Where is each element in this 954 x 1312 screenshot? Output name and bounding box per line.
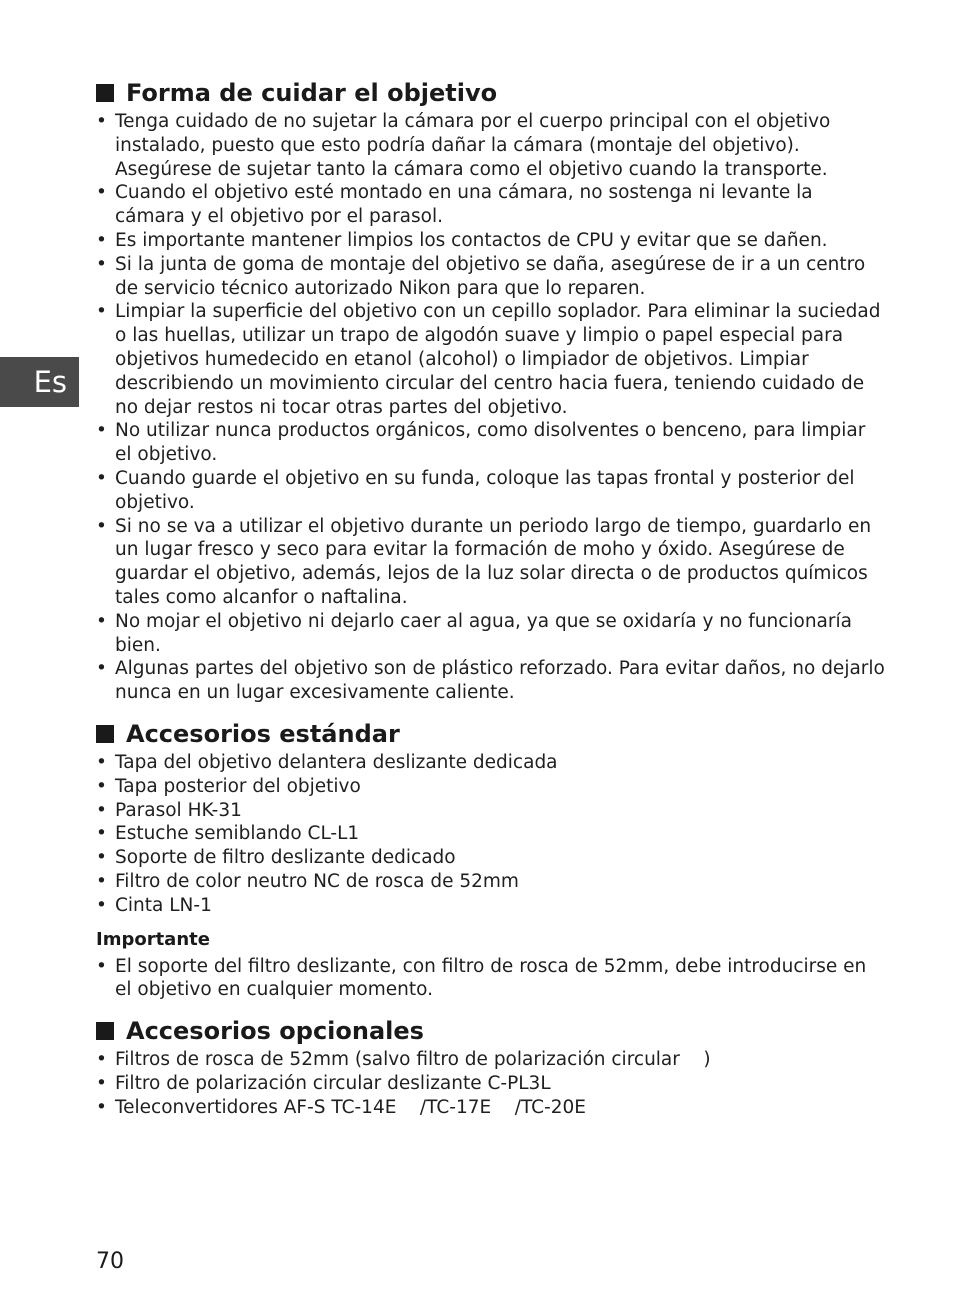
- list-item: • Es importante mantener limpios los contactos de CPU y evitar que se dañen.: [96, 229, 828, 251]
- important-note-list: [96, 955, 886, 1003]
- bullet-dot: •: [96, 229, 107, 251]
- list-item: • Limpiar la superficie del objetivo con un cepillo soplador. Para eliminar la suciedad o las huellas, utilizar un trapo de algodón suave y limpio o papel especial para objetivos humedecido en etanol (alcohol) o limpiador de objetivos. Limpiar describiendo un movimiento circular del centro hacia fuera, teniendo cuidado de no dejar restos ni tocar otras partes del objetivo.: [96, 301, 881, 418]
- bullet-dot: •: [96, 799, 107, 821]
- list-item: • Algunas partes del objetivo son de plástico reforzado. Para evitar daños, no dejarlo nunca en un lugar excesivamente caliente.: [96, 658, 885, 704]
- list-item: • Teleconvertidores AF-S TC-14E /TC-17E /TC-20E: [96, 1096, 586, 1118]
- bullet-dot: •: [96, 894, 107, 916]
- list-item: • Parasol HK-31: [96, 799, 242, 821]
- bullet-dot: •: [96, 111, 107, 132]
- bullet-dot: •: [96, 301, 107, 323]
- page-number: 70: [96, 1249, 124, 1274]
- bullet-dot: •: [96, 420, 107, 442]
- bullet-dot: •: [96, 1072, 107, 1094]
- list-item: • Filtro de color neutro NC de rosca de 52mm: [96, 870, 519, 892]
- list-item: • Tapa posterior del objetivo: [96, 775, 361, 797]
- section-heading-optional-accessories: [96, 1014, 886, 1048]
- bullet-dot: •: [96, 515, 107, 537]
- bullet-dot: •: [96, 751, 107, 773]
- list-item: • Si la junta de goma de montaje del objetivo se daña, asegúrese de ir a un centro de servicio técnico autorizado Nikon para que lo reparen.: [96, 253, 866, 299]
- list-item: • Si no se va a utilizar el objetivo durante un periodo largo de tiempo, guardarlo en un lugar fresco y seco para evitar la formación de moho y óxido. Asegúrese de guardar el objetivo, además, lejos de la luz solar directa o de productos químicos tales como alcanfor o naftalina.: [96, 515, 872, 608]
- bullet-dot: •: [96, 1096, 107, 1118]
- list-item: • El soporte del filtro deslizante, con filtro de rosca de 52mm, debe introducirse en el objetivo en cualquier momento.: [96, 955, 867, 1001]
- section-title: Accesorios opcionales: [126, 1017, 424, 1046]
- language-tab: Es: [0, 357, 79, 407]
- optional-accessories-list: [96, 1048, 886, 1119]
- list-item: • Cuando el objetivo esté montado en una cámara, no sostenga ni levante la cámara y el objetivo por el parasol.: [96, 182, 813, 228]
- list-item: • Cinta LN-1: [96, 894, 212, 916]
- bullet-dot: •: [96, 658, 107, 680]
- list-item: • No mojar el objetivo ni dejarlo caer al agua, ya que se oxidaría y no funcionaría bien.: [96, 610, 852, 656]
- section-title: Accesorios estándar: [126, 719, 400, 748]
- list-item: • Estuche semiblando CL-L1: [96, 823, 360, 845]
- bullet-dot: •: [96, 253, 107, 275]
- bullet-dot: •: [96, 610, 107, 632]
- bullet-dot: •: [96, 823, 107, 845]
- care-list: [96, 110, 886, 705]
- bullet-dot: •: [96, 182, 107, 204]
- list-item: • Tenga cuidado de no sujetar la cámara por el cuerpo principal con el objetivo instalado, puesto que esto podría dañar la cámara (montaje del objetivo). Asegúrese de sujetar tanto la cámara como el objetivo cuando la transporte.: [96, 111, 831, 180]
- list-item: • Filtro de polarización circular deslizante C-PL3L: [96, 1072, 551, 1094]
- bullet-dot: •: [96, 1049, 107, 1071]
- important-note-title: Importante: [96, 928, 210, 950]
- page-content: [96, 76, 886, 1119]
- bullet-dot: •: [96, 955, 107, 977]
- list-item: • Cuando guarde el objetivo en su funda, coloque las tapas frontal y posterior del objetivo.: [96, 467, 855, 513]
- square-bullet-icon: [96, 84, 114, 102]
- list-item: • Soporte de filtro deslizante dedicado: [96, 847, 456, 869]
- list-item: • Filtros de rosca de 52mm (salvo filtro de polarización circular ): [96, 1049, 711, 1071]
- bullet-dot: •: [96, 870, 107, 892]
- square-bullet-icon: [96, 1022, 114, 1040]
- section-heading-care: [96, 76, 886, 110]
- section-heading-standard-accessories: [96, 717, 886, 751]
- square-bullet-icon: [96, 725, 114, 743]
- list-item: • Tapa del objetivo delantera deslizante dedicada: [96, 751, 558, 773]
- section-title: Forma de cuidar el objetivo: [126, 79, 498, 107]
- bullet-dot: •: [96, 775, 107, 797]
- standard-accessories-list: [96, 751, 886, 918]
- list-item: • No utilizar nunca productos orgánicos, como disolventes o benceno, para limpiar el objetivo.: [96, 420, 866, 466]
- bullet-dot: •: [96, 467, 107, 489]
- bullet-dot: •: [96, 847, 107, 869]
